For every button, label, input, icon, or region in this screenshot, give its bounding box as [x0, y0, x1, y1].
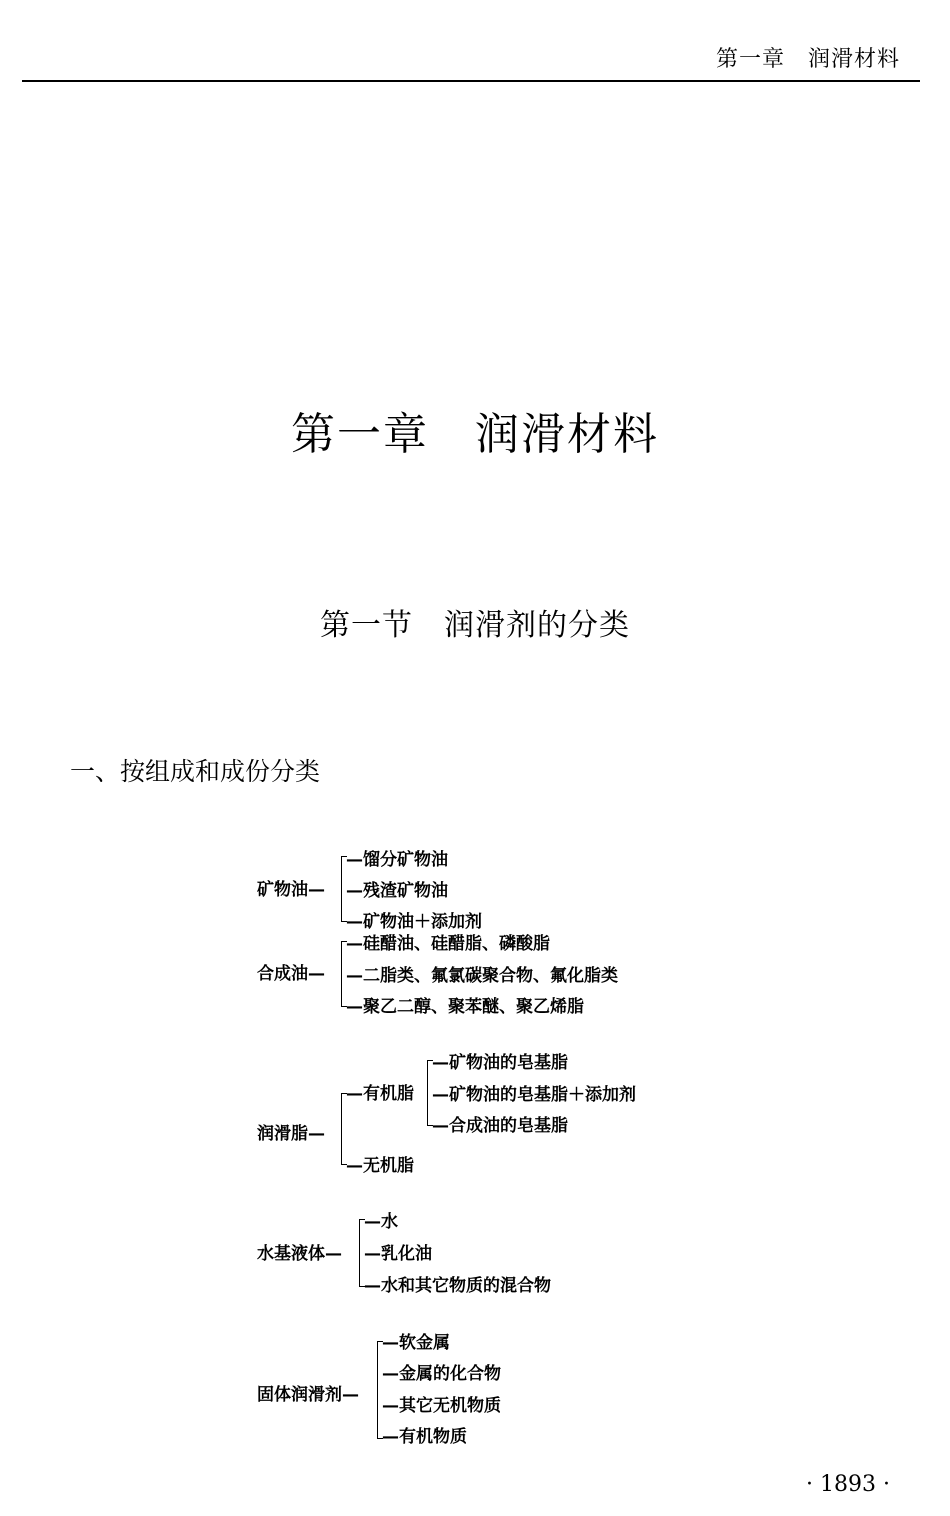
running-header	[22, 40, 920, 82]
list-item: —软金属	[382, 1333, 450, 1353]
subsection-heading: 一、按组成和成份分类	[70, 757, 321, 786]
section-title: 第一节 润滑剂的分类	[320, 608, 630, 643]
list-item: —乳化油	[364, 1244, 432, 1264]
list-item: —合成油的皂基脂	[432, 1116, 568, 1136]
list-item: —矿物油的皂基脂＋添加剂	[432, 1085, 636, 1105]
list-item: —水和其它物质的混合物	[364, 1276, 551, 1296]
solid-lubricant-label: 固体润滑剂—	[257, 1385, 359, 1405]
water-based-label: 水基液体—	[257, 1244, 342, 1264]
organic-grease-label: —有机脂	[346, 1084, 414, 1104]
list-item: —有机物质	[382, 1427, 467, 1447]
water-based-bracket	[359, 1219, 360, 1287]
grease-bracket	[341, 1093, 342, 1165]
organic-grease-bracket	[427, 1060, 428, 1126]
grease-label: 润滑脂—	[257, 1124, 325, 1144]
running-header-title: 第一章 润滑材料	[715, 47, 900, 72]
list-item: —矿物油的皂基脂	[432, 1053, 568, 1073]
list-item: —水	[364, 1212, 398, 1232]
synthetic-oil-label: 合成油—	[257, 964, 325, 984]
list-item: —硅醋油、硅醋脂、磷酸脂	[346, 934, 550, 954]
list-item: —馏分矿物油	[346, 850, 448, 870]
synthetic-oil-bracket	[341, 941, 342, 1007]
list-item: —聚乙二醇、聚苯醚、聚乙烯脂	[346, 997, 584, 1017]
list-item: —金属的化合物	[382, 1364, 501, 1384]
inorganic-grease-label: —无机脂	[346, 1156, 414, 1176]
solid-lubricant-bracket	[377, 1341, 378, 1439]
mineral-oil-label: 矿物油—	[257, 880, 325, 900]
list-item: —二脂类、氟氯碳聚合物、氟化脂类	[346, 966, 618, 986]
page-number: · 1893 ·	[806, 1472, 890, 1497]
list-item: —残渣矿物油	[346, 881, 448, 901]
mineral-oil-bracket	[341, 856, 342, 922]
chapter-title: 第一章 润滑材料	[291, 409, 659, 460]
list-item: —矿物油＋添加剂	[346, 912, 482, 932]
list-item: —其它无机物质	[382, 1396, 501, 1416]
